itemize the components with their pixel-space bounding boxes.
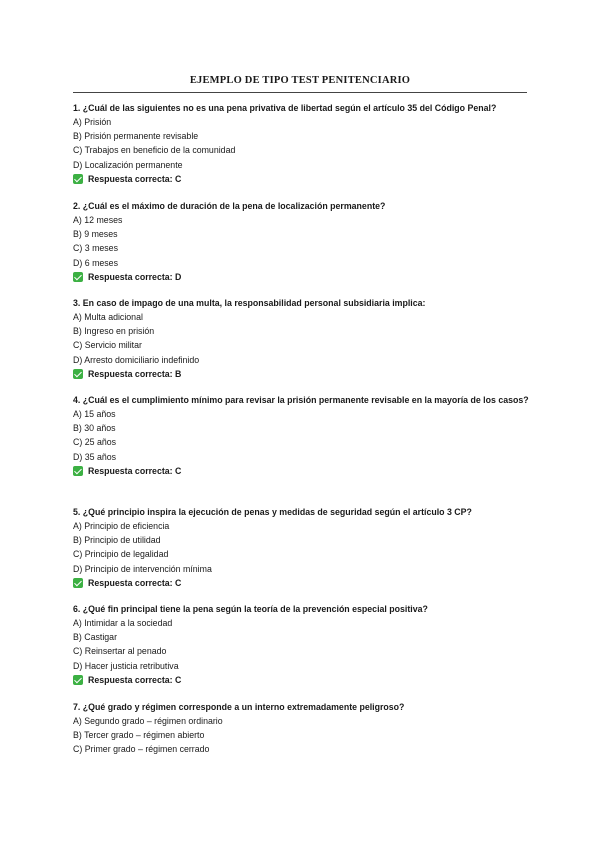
option-d: D) Hacer justicia retributiva <box>73 660 179 671</box>
option-c: C) 25 años <box>73 437 117 448</box>
option-d: D) 6 meses <box>73 257 118 268</box>
question-5 <box>73 505 533 590</box>
correct-answer-text: Respuesta correcta: C <box>88 674 182 685</box>
document-title: EJEMPLO DE TIPO TEST PENITENCIARIO <box>189 75 411 86</box>
correct-answer-text: Respuesta correcta: C <box>88 465 182 476</box>
question-1 <box>73 101 533 186</box>
option-b: B) Principio de utilidad <box>73 535 161 546</box>
question-7 <box>73 700 533 757</box>
question-3 <box>73 296 533 381</box>
question-text: 4. ¿Cuál es el cumplimiento mínimo para revisar la prisión permanente revisable en la mayoría de los casos? <box>73 395 529 405</box>
option-a: A) 12 meses <box>73 215 123 225</box>
option-d: D) 35 años <box>73 451 117 462</box>
option-c: C) Trabajos en beneficio de la comunidad <box>73 145 236 156</box>
correct-answer <box>73 367 533 381</box>
option-c: C) Principio de legalidad <box>73 549 169 560</box>
question-text: 1. ¿Cuál de las siguientes no es una pena privativa de libertad según el artículo 35 del Código Penal? <box>73 103 497 113</box>
option-c: C) Servicio militar <box>73 340 142 351</box>
check-mark-icon <box>73 466 83 476</box>
correct-answer <box>73 464 533 478</box>
option-a: A) Principio de eficiencia <box>73 521 170 531</box>
option-a: A) Prisión <box>73 117 112 127</box>
check-mark-icon <box>73 578 83 588</box>
option-c: C) Primer grado – régimen cerrado <box>73 744 210 755</box>
correct-answer <box>73 673 533 687</box>
correct-answer <box>73 172 533 186</box>
option-b: B) Castigar <box>73 632 117 643</box>
question-text: 5. ¿Qué principio inspira la ejecución de penas y medidas de seguridad según el artículo 3 CP? <box>73 507 472 517</box>
option-b: B) 9 meses <box>73 229 118 240</box>
question-4 <box>73 393 533 478</box>
option-d: D) Principio de intervención mínima <box>73 563 212 574</box>
option-b: B) Prisión permanente revisable <box>73 131 199 142</box>
option-a: A) Segundo grado – régimen ordinario <box>73 716 223 726</box>
correct-answer-text: Respuesta correcta: C <box>88 577 182 588</box>
correct-answer-text: Respuesta correcta: B <box>88 368 182 379</box>
question-2 <box>73 199 533 284</box>
option-d: D) Arresto domiciliario indefinido <box>73 354 200 365</box>
option-b: B) Ingreso en prisión <box>73 326 155 337</box>
option-d: D) Localización permanente <box>73 159 183 170</box>
option-b: B) 30 años <box>73 423 116 434</box>
title-divider <box>73 92 527 93</box>
option-c: C) 3 meses <box>73 243 118 254</box>
option-a: A) Multa adicional <box>73 312 143 322</box>
option-b: B) Tercer grado – régimen abierto <box>73 730 205 741</box>
check-mark-icon <box>73 369 83 379</box>
check-mark-icon <box>73 174 83 184</box>
correct-answer-text: Respuesta correcta: C <box>88 173 182 184</box>
option-a: A) Intimidar a la sociedad <box>73 618 173 628</box>
question-text: 7. ¿Qué grado y régimen corresponde a un interno extremadamente peligroso? <box>73 702 405 712</box>
check-mark-icon <box>73 272 83 282</box>
question-text: 6. ¿Qué fin principal tiene la pena según la teoría de la prevención especial positiva? <box>73 604 428 614</box>
correct-answer-text: Respuesta correcta: D <box>88 271 182 282</box>
option-c: C) Reinsertar al penado <box>73 646 167 657</box>
question-text: 2. ¿Cuál es el máximo de duración de la pena de localización permanente? <box>73 201 386 211</box>
correct-answer <box>73 576 533 590</box>
question-6 <box>73 602 533 687</box>
question-text: 3. En caso de impago de una multa, la responsabilidad personal subsidiaria implica: <box>73 298 426 308</box>
correct-answer <box>73 270 533 284</box>
check-mark-icon <box>73 675 83 685</box>
option-a: A) 15 años <box>73 409 116 419</box>
